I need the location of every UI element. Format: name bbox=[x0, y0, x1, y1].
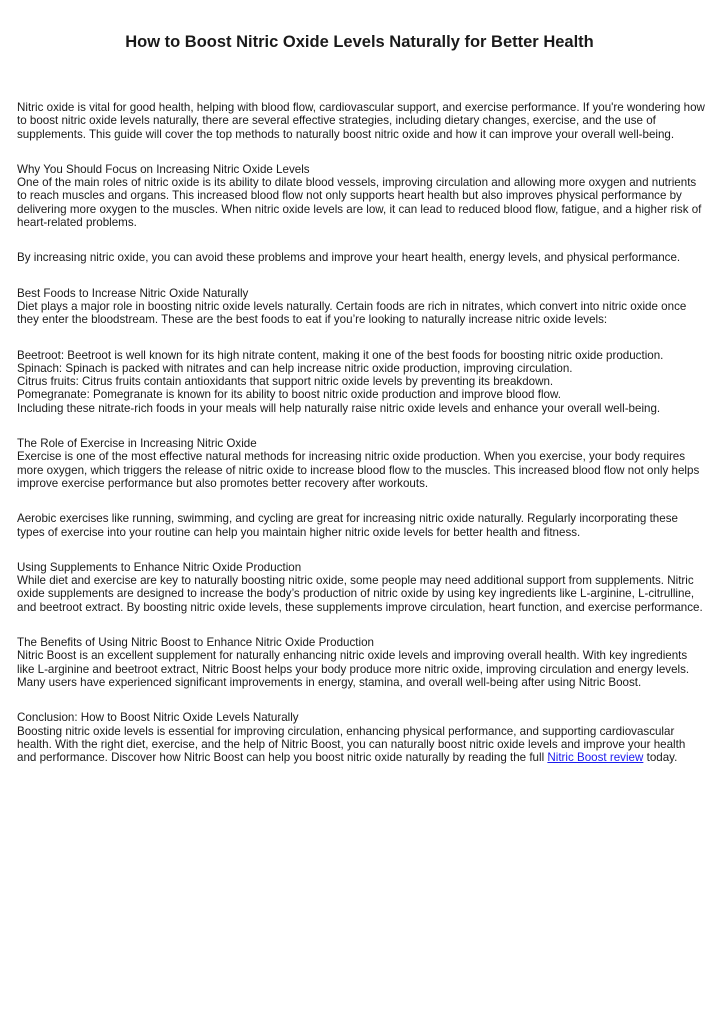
section-supplements bbox=[17, 561, 707, 614]
section-text: Nitric Boost is an excellent supplement for naturally enhancing nitric oxide levels and improving overall health. With key ingredients like L-arginine and beetroot extract, Nitric Boost helps your body produce more nitric oxide, improving circulation and energy levels. Many users have experienced significant improvements in energy, stamina, and overall well-being after using Nitric Boost. bbox=[17, 649, 690, 689]
section-nitric-boost bbox=[17, 636, 707, 689]
section-text: While diet and exercise are key to naturally boosting nitric oxide, some people may need additional support from supplements. Nitric oxide supplements are designed to increase the body’s production of nitric oxide by using key ingredients like L-arginine, L-citrulline, and beetroot extract. By boosting nitric oxide levels, these supplements improve circulation, heart function, and exercise performance. bbox=[17, 574, 703, 614]
conclusion-tail: today. bbox=[643, 751, 678, 765]
section-aerobic bbox=[17, 512, 707, 539]
section-text: Aerobic exercises like running, swimming, and cycling are great for increasing nitric oxide naturally. Regularly incorporating these types of exercise into your routine can help you maintain higher nitric oxide levels for better health and fitness. bbox=[17, 512, 678, 539]
section-heading: The Role of Exercise in Increasing Nitric Oxide bbox=[17, 437, 257, 451]
section-best-foods bbox=[17, 287, 707, 327]
section-heading: Why You Should Focus on Increasing Nitric Oxide Levels bbox=[17, 162, 310, 176]
nitric-boost-review-link[interactable]: Nitric Boost review bbox=[547, 751, 644, 765]
document-title: How to Boost Nitric Oxide Levels Naturally for Better Health bbox=[125, 33, 594, 51]
food-item-pomegranate: Pomegranate: Pomegranate is known for its ability to boost nitric oxide production and improve blood flow. bbox=[17, 388, 561, 402]
food-item-citrus: Citrus fruits: Citrus fruits contain antioxidants that support nitric oxide levels by preventing its breakdown. bbox=[17, 375, 554, 389]
section-text: By increasing nitric oxide, you can avoid these problems and improve your heart health, energy levels, and physical performance. bbox=[17, 251, 681, 265]
section-food-list bbox=[17, 349, 707, 415]
section-conclusion bbox=[17, 711, 707, 764]
section-heading: Best Foods to Increase Nitric Oxide Naturally bbox=[17, 286, 249, 300]
conclusion-text: Boosting nitric oxide levels is essential for improving circulation, enhancing physical performance, and supporting cardiovascular health. With the right diet, exercise, and the help of Nitric Boost, you can naturally boost nitric oxide levels and improve your health and performance. Discover how Nitric Boost can help you boost nitric oxide naturally by reading the full bbox=[17, 724, 686, 765]
section-heading: The Benefits of Using Nitric Boost to Enhance Nitric Oxide Production bbox=[17, 636, 374, 650]
section-heading: Conclusion: How to Boost Nitric Oxide Levels Naturally bbox=[17, 711, 299, 725]
section-text: One of the main roles of nitric oxide is its ability to dilate blood vessels, improving circulation and allowing more oxygen and nutrients to reach muscles and organs. This increased blood flow not only supports heart health but also improves physical performance by delivering more oxygen to the muscles. When nitric oxide levels are low, it can lead to reduced blood flow, fatigue, and a higher risk of heart-related problems. bbox=[17, 176, 702, 230]
section-avoid-problems bbox=[17, 251, 707, 264]
section-why-focus bbox=[17, 163, 707, 229]
section-text: Exercise is one of the most effective natural methods for increasing nitric oxide production. When you exercise, your body requires more oxygen, which triggers the release of nitric oxide to increase blood flow to the muscles. This increased blood flow not only helps improve exercise performance but also promotes better recovery after workouts. bbox=[17, 450, 700, 490]
section-exercise bbox=[17, 437, 707, 490]
document-body bbox=[17, 101, 707, 786]
intro-paragraph: Nitric oxide is vital for good health, helping with blood flow, cardiovascular support, and exercise performance. If you're wondering how to boost nitric oxide levels naturally, there are several effective strategies, including dietary changes, exercise, and the use of supplements. This guide will cover the top methods to naturally boost nitric oxide and how it can improve your overall well-being. bbox=[17, 101, 705, 141]
food-item-spinach: Spinach: Spinach is packed with nitrates and can help increase nitric oxide production, improving circulation. bbox=[17, 361, 573, 375]
section-text: Diet plays a major role in boosting nitric oxide levels naturally. Certain foods are rich in nitrates, which convert into nitric oxide once they enter the bloodstream. These are the best foods to eat if you’re looking to naturally increase nitric oxide levels: bbox=[17, 299, 687, 327]
food-summary: Including these nitrate-rich foods in your meals will help naturally raise nitric oxide levels and enhance your overall well-being. bbox=[17, 401, 661, 415]
food-item-beetroot: Beetroot: Beetroot is well known for its high nitrate content, making it one of the best foods for boosting nitric oxide production. bbox=[17, 348, 664, 362]
section-heading: Using Supplements to Enhance Nitric Oxide Production bbox=[17, 560, 302, 574]
